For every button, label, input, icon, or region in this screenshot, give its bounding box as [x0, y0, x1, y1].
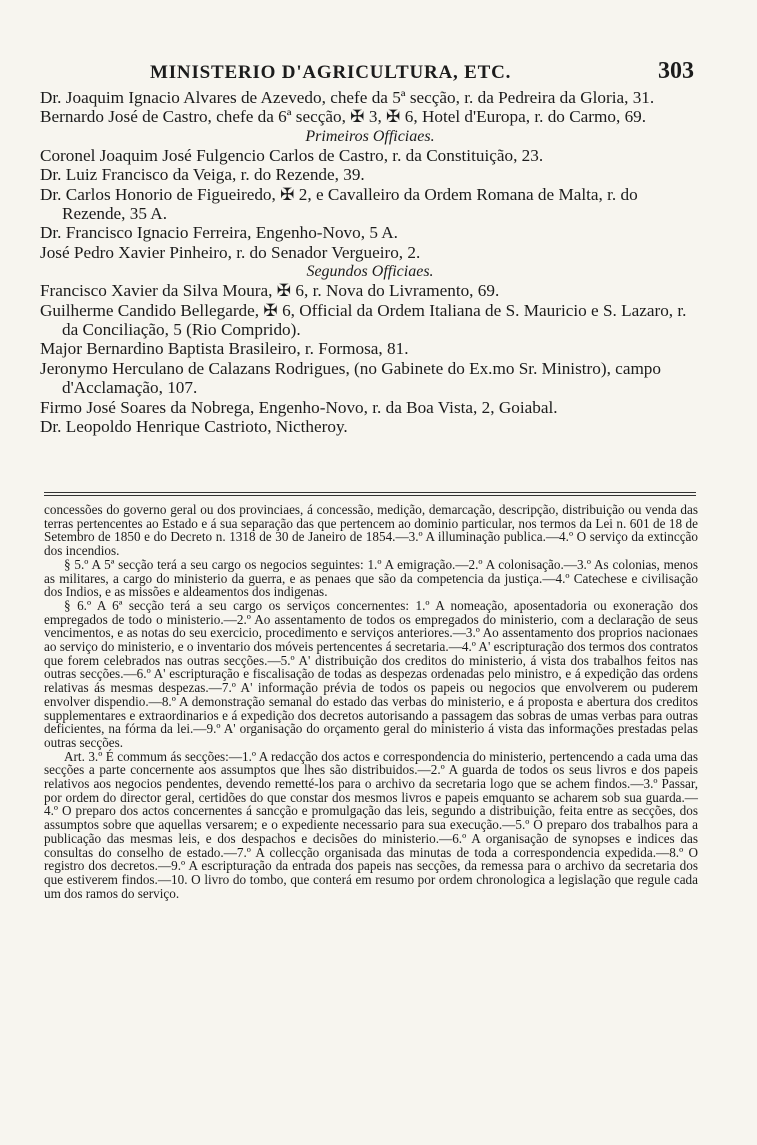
list-item: Major Bernardino Baptista Brasileiro, r. Formosa, 81.: [40, 339, 409, 359]
list-item: Guilherme Candido Bellegarde, ✠ 6, Official da Ordem Italiana de S. Mauricio e S. Lazaro, r. da Conciliação, 5 (Rio Comprido).: [40, 300, 687, 340]
list-item: José Pedro Xavier Pinheiro, r. do Senador Vergueiro, 2.: [40, 242, 421, 262]
list-item: Francisco Xavier da Silva Moura, ✠ 6, r. Nova do Livramento, 69.: [40, 281, 500, 301]
header-title: MINISTERIO D'AGRICULTURA, ETC.: [150, 62, 512, 83]
footnote-paragraph: § 6.º A 6ª secção terá a seu cargo os serviços concernentes: 1.º A nomeação, aposentadoria ou exoneração dos empregados de todo o ministerio.—2.º Ao assentamento de todos os empregados do ministerio, com a declaração de seus vencimentos, e as notas do seu exercicio, procedimento e serviços anteriores.—3.º Ao assentamento dos proprios nacionaes ao serviço do ministerio, e o inventario dos móveis pertencentes á secretaria.—4.º A' escripturação dos termos dos contratos que forem celebrados nas outras secções.—5.º A' distribuição dos creditos do ministerio, á vista dos trabalhos feitos nas outras secções.—6.º A' escripturação e fiscalisação de todas as despezas ordenadas pelo ministro, e á expedição das ordens relativas ás mesmas despezas.—7.º A' informação prévia de todos os papeis ou negocios que envolverem ou puderem envolver dispendio.—8.º A demonstração semanal do estado das verbas do ministerio, e á proposta e abertura dos creditos supplementares e extraordinarios e á expedição dos decretos autorisando a passagem das sobras de umas verbas para outras deficientes, na fórma da lei.—9.º A' organisação do orçamento geral do ministerio á vista das informações prestadas pelas outras secções.: [44, 597, 698, 750]
page-number: 303: [658, 58, 694, 84]
footnote-paragraph: § 5.º A 5ª secção terá a seu cargo os negocios seguintes: 1.º A emigração.—2.º A colonisação.—3.º As colonias, menos as militares, a cargo do ministerio da guerra, e as penaes que são da competencia da justiça.—4.º Catechese e civilisação dos Indios, e as missões e aldeamentos dos indigenas.: [44, 556, 698, 600]
section-heading-primeiros: Primeiros Officiaes.: [305, 127, 435, 145]
list-item: Dr. Joaquim Ignacio Alvares de Azevedo, chefe da 5ª secção, r. da Pedreira da Gloria, 31.: [40, 88, 655, 107]
section-divider: [44, 492, 696, 496]
list-item: Bernardo José de Castro, chefe da 6ª secção, ✠ 3, ✠ 6, Hotel d'Europa, r. do Carmo, 69.: [40, 107, 647, 127]
running-header: [42, 58, 712, 88]
list-item: Jeronymo Herculano de Calazans Rodrigues, (no Gabinete do Ex.mo Sr. Ministro), campo d'Acclamação, 107.: [40, 358, 661, 398]
list-item: Coronel Joaquim José Fulgencio Carlos de Castro, r. da Constituição, 23.: [40, 145, 544, 165]
list-item: Dr. Francisco Ignacio Ferreira, Engenho-Novo, 5 A.: [40, 223, 398, 243]
list-item: Dr. Leopoldo Henrique Castrioto, Nictheroy.: [40, 417, 348, 437]
footnote-paragraph: concessões do governo geral ou dos provinciaes, á concessão, medição, demarcação, descripção, distribuição ou venda das terras pertencentes ao Estado e á sua separação das que pertencem ao dominio particular, nos termos da Lei n. 601 de 18 de Setembro de 1850 e do Decreto n. 1318 de 30 de Janeiro de 1854.—3.º A illuminação publica.—4.º O serviço da extincção dos incendios.: [44, 502, 698, 559]
staff-list: [40, 88, 700, 437]
section-heading-segundos: Segundos Officiaes.: [306, 263, 434, 281]
footnote-paragraph: Art. 3.º É commum ás secções:—1.º A redacção dos actos e correspondencia do ministerio, pertencendo a cada uma das secções a parte concernente aos assumptos que lhes são distribuidos.—2.º A guarda de todos os seus livros e dos papeis relativos aos negocios pendentes, devendo remetté-los para o archivo da secretaria logo que se achem findos.—3.º Passar, por ordem do director geral, certidões do que constar dos mesmos livros e papeis emquanto se acharem sob sua guarda.—4.º O preparo dos actos concernentes á sancção e promulgação das leis, segundo a distribuição, feita entre as secções, dos assumptos sobre que aquellas versarem; e o expediente necessario para sua execução.—5.º O preparo dos trabalhos para a publicação das mesmas leis, e dos despachos e decisões do ministerio.—6.º A organisação de synopses e indices das consultas do conselho de estado.—7.º A collecção organisada das minutas de toda a correspondencia expedida.—8.º O registro dos decretos.—9.º A escripturação da entrada dos papeis nas secções, da remessa para o archivo da secretaria dos que estiverem findos.—10. O livro do tombo, que conterá em resumo por ordem chronologica a legislação que regule cada um dos ramos do serviço.: [44, 748, 698, 901]
list-item: Firmo José Soares da Nobrega, Engenho-Novo, r. da Boa Vista, 2, Goiabal.: [40, 397, 558, 417]
list-item: Dr. Carlos Honorio de Figueiredo, ✠ 2, e Cavalleiro da Ordem Romana de Malta, r. do Rezende, 35 A.: [40, 184, 638, 224]
footnote-text: [44, 503, 698, 900]
list-item: Dr. Luiz Francisco da Veiga, r. do Rezende, 39.: [40, 165, 365, 185]
